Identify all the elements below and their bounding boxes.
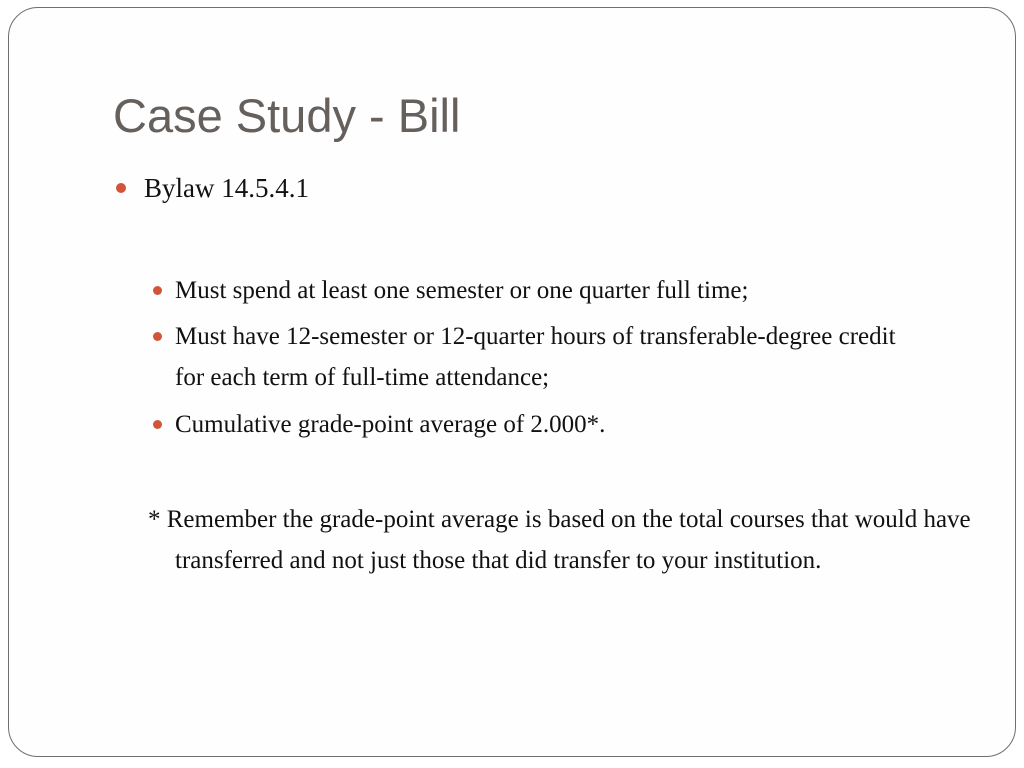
sub-bullet-dot-icon: [153, 420, 162, 429]
bullet-bylaw: Bylaw 14.5.4.1: [144, 173, 309, 203]
sub-bullet-dot-icon: [153, 332, 162, 341]
slide-title: Case Study - Bill: [113, 89, 461, 142]
sub-bullet-credit-hours: Must have 12-semester or 12-quarter hours of transferable-degree credit for each term of full-time attendance;: [175, 323, 896, 391]
sub-bullet-gpa: Cumulative grade-point average of 2.000*.: [175, 411, 606, 438]
sub-bullet-dot-icon: [153, 286, 162, 295]
bullet-dot-icon: [116, 183, 126, 193]
sub-bullet-semester: Must spend at least one semester or one quarter full time;: [175, 277, 749, 304]
gpa-note: * Remember the grade-point average is based on the total courses that would have transferred and not just those that did transfer to your institution.: [148, 506, 971, 574]
